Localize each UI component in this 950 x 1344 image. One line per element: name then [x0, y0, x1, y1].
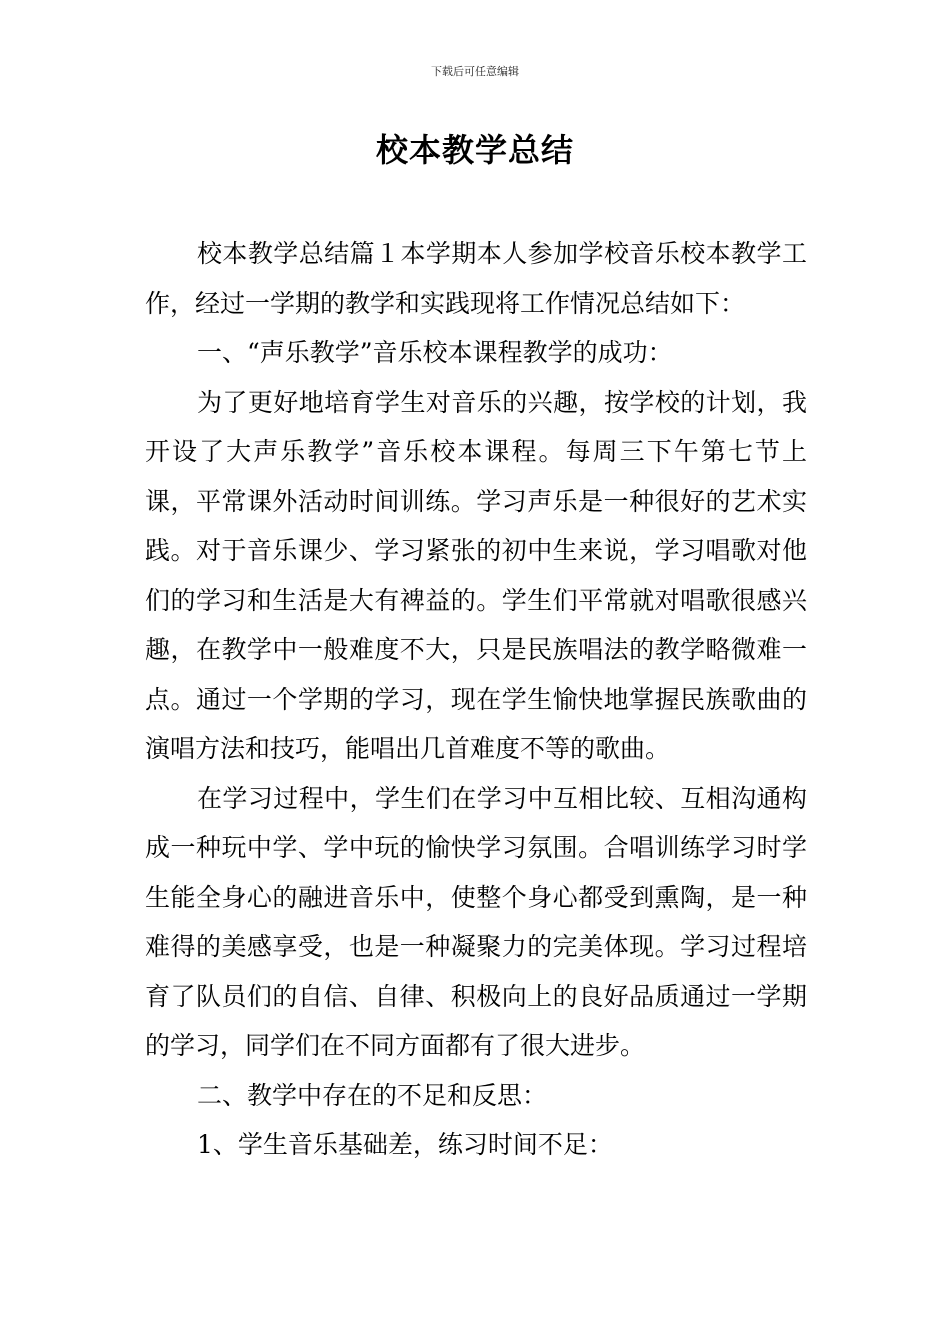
- list-item-1: 1、学生音乐基础差，练习时间不足：: [197, 1130, 613, 1159]
- document-title: 校本教学总结: [375, 131, 574, 169]
- section-heading-2: 二、教学中存在的不足和反思：: [197, 1080, 548, 1110]
- paragraph-intro: 校本教学总结篇１本学期本人参加学校音乐校本教学工作，经过一学期的教学和实践现将工作情况总结如下：: [145, 239, 807, 318]
- document-body: [145, 229, 807, 1170]
- page-header-note: 下载后可任意编辑: [431, 65, 519, 78]
- paragraph-learning-process: 在学习过程中，学生们在学习中互相比较、互相沟通构成一种玩中学、学中玩的愉快学习氛围。合唱训练学习时学生能全身心的融进音乐中，使整个身心都受到熏陶，是一种难得的美感享受，也是一种凝聚力的完美体现。学习过程培育了队员们的自信、自律、积极向上的良好品质通过一学期的学习，同学们在不同方面都有了很大进步。: [145, 783, 807, 1060]
- section-heading-1: 一、“声乐教学”音乐校本课程教学的成功：: [197, 338, 673, 367]
- paragraph-vocal-course: 为了更好地培育学生对音乐的兴趣，按学校的计划，我开设了大声乐教学”音乐校本课程。每周三下午第七节上课，平常课外活动时间训练。学习声乐是一种很好的艺术实践。对于音乐课少、学习紧张的初中生来说，学习唱歌对他们的学习和生活是大有裨益的。学生们平常就对唱歌很感兴趣，在教学中一般难度不大，只是民族唱法的教学略微难一点。通过一个学期的学习，现在学生愉快地掌握民族歌曲的演唱方法和技巧，能唱出几首难度不等的歌曲。: [145, 387, 807, 763]
